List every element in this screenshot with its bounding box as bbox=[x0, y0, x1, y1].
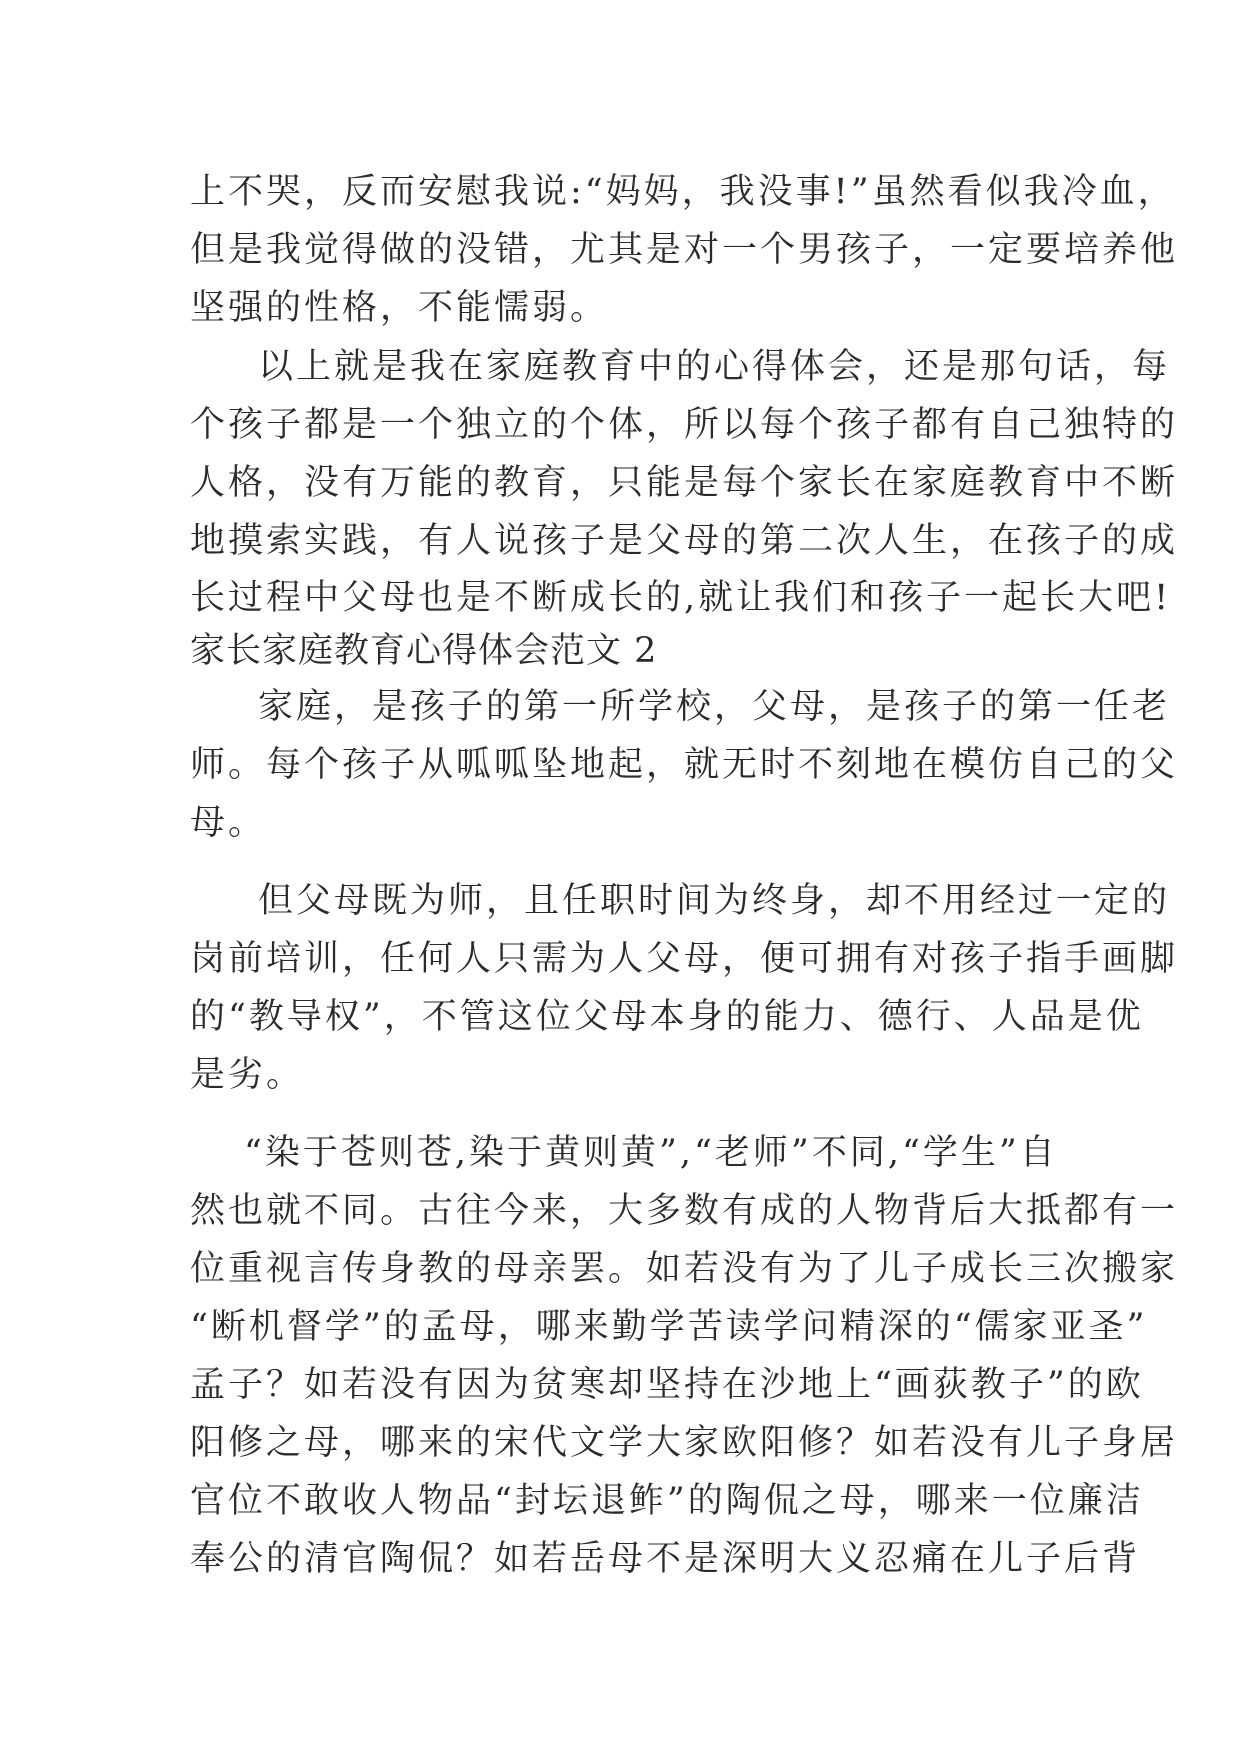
section-heading: 家长家庭教育心得体会范文 2 bbox=[190, 631, 658, 671]
text-line: 地摸索实践，有人说孩子是父母的第二次人生，在孩子的成 bbox=[190, 521, 1179, 561]
text-line: 然也就不同。古往今来，大多数有成的人物背后大抵都有一 bbox=[190, 1191, 1179, 1231]
text-line: 人格，没有万能的教育，只能是每个家长在家庭教育中不断 bbox=[190, 463, 1179, 503]
paragraph-start-line: 家庭，是孩子的第一所学校，父母，是孩子的第一任老 bbox=[258, 687, 1171, 727]
paragraph-start-line: 以上就是我在家庭教育中的心得体会，还是那句话，每 bbox=[258, 347, 1171, 387]
text-line: 个孩子都是一个独立的个体，所以每个孩子都有自己独特的 bbox=[190, 405, 1179, 445]
text-line: 上不哭，反而安慰我说:“妈妈，我没事!”虽然看似我冷血， bbox=[190, 172, 1176, 212]
text-line: 但是我觉得做的没错，尤其是对一个男孩子，一定要培养他 bbox=[190, 230, 1179, 270]
text-line: 坚强的性格，不能懦弱。 bbox=[190, 288, 609, 328]
text-line: 的“教导权”，不管这位父母本身的能力、德行、人品是优 bbox=[190, 997, 1144, 1037]
text-line: 岗前培训，任何人只需为人父母，便可拥有对孩子指手画脚 bbox=[190, 939, 1179, 979]
text-line: 孟子？如若没有因为贫寒却坚持在沙地上“画荻教子”的欧 bbox=[190, 1365, 1144, 1405]
paragraph-start-line: 但父母既为师，且任职时间为终身，却不用经过一定的 bbox=[258, 881, 1171, 921]
text-line: 位重视言传身教的母亲罢。如若没有为了儿子成长三次搬家 bbox=[190, 1249, 1179, 1289]
text-line: 师。每个孩子从呱呱坠地起，就无时不刻地在模仿自己的父 bbox=[190, 745, 1179, 785]
text-line: 是劣。 bbox=[190, 1055, 305, 1095]
text-line: “断机督学”的孟母，哪来勤学苦读学问精深的“儒家亚圣” bbox=[190, 1307, 1148, 1347]
text-line: 奉公的清官陶侃？如若岳母不是深明大义忍痛在儿子后背 bbox=[190, 1539, 1141, 1579]
text-line: 长过程中父母也是不断成长的,就让我们和孩子一起长大吧! bbox=[190, 578, 1172, 618]
paragraph-start-line: “染于苍则苍,染于黄则黄”,“老师”不同,“学生”自 bbox=[244, 1133, 1058, 1173]
text-line: 阳修之母，哪来的宋代文学大家欧阳修？如若没有儿子身居 bbox=[190, 1423, 1179, 1463]
text-line: 母。 bbox=[190, 803, 267, 843]
text-line: 官位不敢收人物品“封坛退鲊”的陶侃之母，哪来一位廉洁 bbox=[190, 1481, 1144, 1521]
